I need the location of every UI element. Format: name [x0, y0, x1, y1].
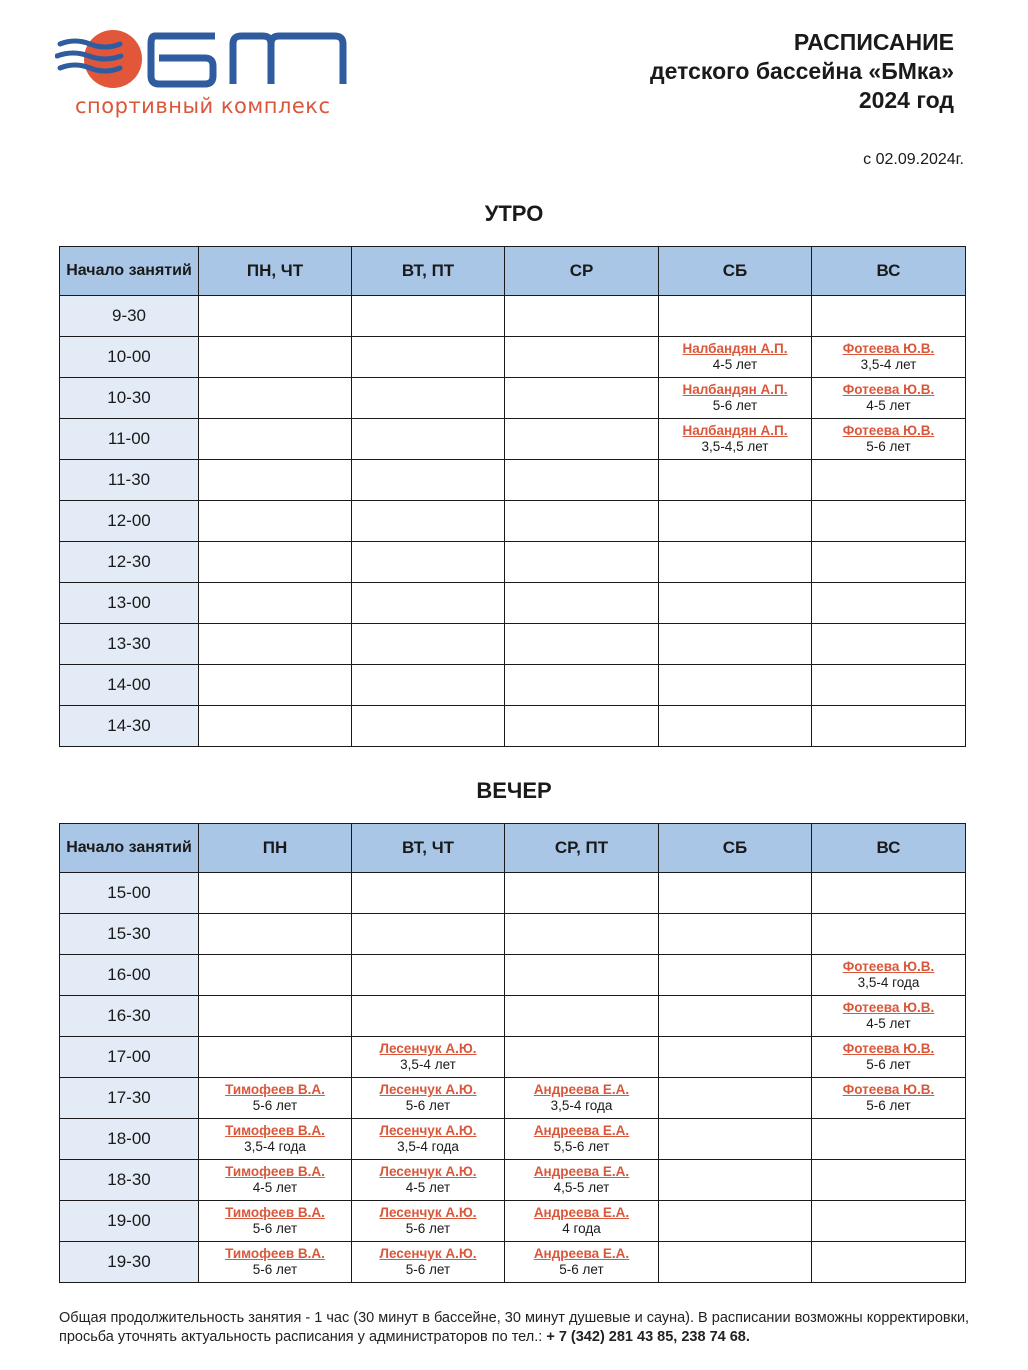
schedule-cell	[659, 873, 812, 914]
schedule-cell	[505, 501, 659, 542]
schedule-cell	[812, 337, 966, 378]
schedule-cell	[199, 1078, 352, 1119]
schedule-cell	[659, 460, 812, 501]
table-row	[60, 378, 966, 419]
table-row	[60, 460, 966, 501]
age-group: 3,5-4 лет	[860, 357, 917, 372]
instructor-link[interactable]: Лесенчук А.Ю.	[379, 1082, 477, 1097]
schedule-cell	[199, 996, 352, 1037]
schedule-cell	[812, 1119, 966, 1160]
time-cell: 16-30	[60, 996, 199, 1037]
footer-phones: + 7 (342) 281 43 85, 238 74 68.	[546, 1329, 750, 1345]
instructor-link[interactable]: Фотеева Ю.В.	[842, 1000, 935, 1015]
instructor-link[interactable]: Фотеева Ю.В.	[842, 341, 935, 356]
instructor-link[interactable]: Лесенчук А.Ю.	[379, 1164, 477, 1179]
table-row	[60, 337, 966, 378]
schedule-cell	[352, 996, 505, 1037]
time-cell: 19-30	[60, 1242, 199, 1283]
schedule-cell	[505, 1037, 659, 1078]
age-group: 5-6 лет	[405, 1098, 451, 1113]
brand-logo	[55, 28, 365, 128]
age-group: 4-5 лет	[866, 398, 911, 413]
age-group: 4-5 лет	[866, 1016, 911, 1031]
age-group: 5-6 лет	[866, 1057, 911, 1072]
age-group: 3,5-4 года	[550, 1098, 613, 1113]
schedule-cell	[199, 501, 352, 542]
time-cell: 18-30	[60, 1160, 199, 1201]
column-header-day: СР	[505, 247, 659, 296]
age-group: 5-6 лет	[252, 1098, 298, 1113]
schedule-cell	[352, 337, 505, 378]
age-group: 4-5 лет	[405, 1180, 451, 1195]
time-cell: 11-00	[60, 419, 199, 460]
schedule-cell	[659, 337, 812, 378]
schedule-cell	[199, 378, 352, 419]
schedule-cell	[352, 419, 505, 460]
document-title	[650, 28, 954, 115]
schedule-cell	[352, 1201, 505, 1242]
schedule-cell	[505, 1160, 659, 1201]
schedule-cell	[812, 873, 966, 914]
time-cell: 17-00	[60, 1037, 199, 1078]
time-cell: 15-30	[60, 914, 199, 955]
schedule-cell	[659, 1119, 812, 1160]
schedule-cell	[352, 1160, 505, 1201]
schedule-cell	[659, 955, 812, 996]
column-header-day: ВС	[812, 247, 966, 296]
logo-subtitle: спортивный комплекс	[75, 94, 331, 118]
schedule-cell	[659, 1242, 812, 1283]
instructor-link[interactable]: Андреева Е.А.	[533, 1205, 630, 1220]
age-group: 5-6 лет	[866, 1098, 911, 1113]
schedule-cell	[812, 1201, 966, 1242]
time-cell: 14-00	[60, 665, 199, 706]
schedule-cell	[199, 542, 352, 583]
schedule-cell	[659, 419, 812, 460]
schedule-cell	[505, 542, 659, 583]
age-group: 4-5 лет	[712, 357, 758, 372]
schedule-cell	[352, 1119, 505, 1160]
schedule-cell	[812, 460, 966, 501]
schedule-cell	[659, 1201, 812, 1242]
schedule-cell	[199, 296, 352, 337]
schedule-cell	[659, 665, 812, 706]
schedule-cell	[812, 378, 966, 419]
time-cell: 19-00	[60, 1201, 199, 1242]
age-group: 3,5-4 года	[397, 1139, 459, 1154]
column-header-day: ВТ, ПТ	[352, 247, 505, 296]
table-row	[60, 624, 966, 665]
time-cell: 18-00	[60, 1119, 199, 1160]
schedule-cell	[505, 460, 659, 501]
column-header-day: ПН	[199, 824, 352, 873]
schedule-cell	[352, 624, 505, 665]
schedule-cell	[505, 624, 659, 665]
age-group: 3,5-4,5 лет	[701, 439, 769, 454]
schedule-cell	[199, 460, 352, 501]
column-header-time: Начало занятий	[60, 247, 199, 296]
schedule-cell	[812, 914, 966, 955]
instructor-link[interactable]: Тимофеев В.А.	[225, 1205, 325, 1220]
table-row	[60, 501, 966, 542]
table-row	[60, 1119, 966, 1160]
instructor-link[interactable]: Андреева Е.А.	[533, 1246, 630, 1261]
schedule-cell	[659, 378, 812, 419]
schedule-cell	[505, 1242, 659, 1283]
age-group: 3,5-4 года	[244, 1139, 306, 1154]
table-row	[60, 419, 966, 460]
column-header-day: СБ	[659, 247, 812, 296]
schedule-cell	[352, 501, 505, 542]
table-row	[60, 665, 966, 706]
table-row	[60, 296, 966, 337]
time-cell: 11-30	[60, 460, 199, 501]
table-header-row	[60, 247, 966, 296]
schedule-cell	[352, 1037, 505, 1078]
instructor-link[interactable]: Тимофеев В.А.	[225, 1164, 325, 1179]
table-row	[60, 914, 966, 955]
schedule-cell	[199, 419, 352, 460]
schedule-cell	[505, 1119, 659, 1160]
time-cell: 15-00	[60, 873, 199, 914]
schedule-cell	[505, 873, 659, 914]
schedule-cell	[352, 706, 505, 747]
title-line-1: РАСПИСАНИЕ	[793, 29, 954, 55]
effective-date: с 02.09.2024г.	[863, 151, 964, 168]
time-cell: 13-30	[60, 624, 199, 665]
instructor-link[interactable]: Фотеева Ю.В.	[842, 423, 935, 438]
schedule-cell	[812, 542, 966, 583]
logo-letters	[151, 36, 343, 84]
schedule-cell	[659, 706, 812, 747]
schedule-cell	[505, 955, 659, 996]
schedule-cell	[659, 501, 812, 542]
evening-title: ВЕЧЕР	[476, 778, 552, 803]
column-header-day: ВТ, ЧТ	[352, 824, 505, 873]
age-group: 3,5-4 года	[857, 975, 920, 990]
morning-title: УТРО	[484, 201, 544, 226]
morning-schedule-table	[59, 246, 966, 747]
schedule-cell	[199, 955, 352, 996]
schedule-cell	[812, 1242, 966, 1283]
table-header-row	[60, 824, 966, 873]
schedule-cell	[505, 337, 659, 378]
title-line-3: 2024 год	[858, 87, 954, 113]
schedule-cell	[505, 296, 659, 337]
schedule-cell	[812, 624, 966, 665]
schedule-cell	[659, 1037, 812, 1078]
instructor-link[interactable]: Фотеева Ю.В.	[842, 1041, 935, 1056]
schedule-cell	[659, 1078, 812, 1119]
schedule-cell	[199, 337, 352, 378]
time-cell: 13-00	[60, 583, 199, 624]
schedule-cell	[505, 706, 659, 747]
schedule-cell	[199, 706, 352, 747]
schedule-cell	[659, 296, 812, 337]
instructor-link[interactable]: Фотеева Ю.В.	[842, 382, 935, 397]
schedule-cell	[352, 1242, 505, 1283]
age-group: 4 года	[562, 1221, 601, 1236]
schedule-cell	[505, 665, 659, 706]
logo-graphic	[55, 28, 365, 98]
time-cell: 14-30	[60, 706, 199, 747]
instructor-link[interactable]: Лесенчук А.Ю.	[379, 1205, 477, 1220]
instructor-link[interactable]: Андреева Е.А.	[533, 1164, 630, 1179]
schedule-cell	[352, 296, 505, 337]
instructor-link[interactable]: Андреева Е.А.	[533, 1082, 630, 1097]
age-group: 4,5-5 лет	[553, 1180, 610, 1195]
table-row	[60, 706, 966, 747]
schedule-cell	[659, 996, 812, 1037]
schedule-cell	[199, 873, 352, 914]
age-group: 5-6 лет	[405, 1221, 451, 1236]
schedule-cell	[352, 955, 505, 996]
instructor-link[interactable]: Налбандян А.П.	[682, 423, 788, 438]
schedule-cell	[812, 296, 966, 337]
time-cell: 9-30	[60, 296, 199, 337]
age-group: 5-6 лет	[252, 1262, 298, 1277]
schedule-cell	[505, 378, 659, 419]
time-cell: 12-30	[60, 542, 199, 583]
instructor-link[interactable]: Налбандян А.П.	[682, 382, 788, 397]
age-group: 5-6 лет	[405, 1262, 451, 1277]
column-header-day: СБ	[659, 824, 812, 873]
schedule-cell	[505, 419, 659, 460]
time-cell: 17-30	[60, 1078, 199, 1119]
time-cell: 10-30	[60, 378, 199, 419]
age-group: 5-6 лет	[866, 439, 911, 454]
schedule-cell	[659, 624, 812, 665]
schedule-cell	[812, 419, 966, 460]
column-header-day: СР, ПТ	[505, 824, 659, 873]
instructor-link[interactable]: Тимофеев В.А.	[225, 1246, 325, 1261]
schedule-cell	[812, 1078, 966, 1119]
title-line-2: детского бассейна «БМка»	[650, 58, 954, 84]
schedule-cell	[352, 542, 505, 583]
time-cell: 16-00	[60, 955, 199, 996]
schedule-cell	[812, 996, 966, 1037]
schedule-cell	[812, 501, 966, 542]
schedule-cell	[199, 1160, 352, 1201]
column-header-day: ВС	[812, 824, 966, 873]
schedule-cell	[199, 665, 352, 706]
schedule-cell	[199, 1119, 352, 1160]
schedule-cell	[352, 460, 505, 501]
schedule-cell	[812, 955, 966, 996]
table-row	[60, 873, 966, 914]
schedule-cell	[659, 914, 812, 955]
instructor-link[interactable]: Фотеева Ю.В.	[842, 1082, 935, 1097]
schedule-cell	[812, 665, 966, 706]
instructor-link[interactable]: Андреева Е.А.	[533, 1123, 630, 1138]
schedule-cell	[659, 542, 812, 583]
time-cell: 12-00	[60, 501, 199, 542]
schedule-cell	[812, 583, 966, 624]
age-group: 5,5-6 лет	[553, 1139, 610, 1154]
table-row	[60, 996, 966, 1037]
instructor-link[interactable]: Налбандян А.П.	[682, 341, 788, 356]
schedule-cell	[812, 1037, 966, 1078]
schedule-cell	[505, 914, 659, 955]
table-row	[60, 1037, 966, 1078]
schedule-cell	[352, 583, 505, 624]
instructor-link[interactable]: Лесенчук А.Ю.	[379, 1041, 477, 1056]
table-row	[60, 542, 966, 583]
schedule-cell	[659, 583, 812, 624]
table-row	[60, 1160, 966, 1201]
footer-note	[59, 1309, 974, 1347]
age-group: 5-6 лет	[252, 1221, 298, 1236]
age-group: 5-6 лет	[712, 398, 758, 413]
schedule-cell	[352, 378, 505, 419]
schedule-cell	[505, 1201, 659, 1242]
table-row	[60, 1078, 966, 1119]
instructor-link[interactable]: Тимофеев В.А.	[225, 1123, 325, 1138]
instructor-link[interactable]: Тимофеев В.А.	[225, 1082, 325, 1097]
schedule-cell	[199, 914, 352, 955]
schedule-cell	[505, 583, 659, 624]
schedule-cell	[505, 1078, 659, 1119]
schedule-cell	[199, 1037, 352, 1078]
age-group: 5-6 лет	[559, 1262, 604, 1277]
schedule-cell	[352, 1078, 505, 1119]
schedule-cell	[352, 665, 505, 706]
table-row	[60, 583, 966, 624]
footer-text: Общая продолжительность занятия - 1 час (30 минут в бассейне, 30 минут душевые и сауна). В расписании возможны корректировки, просьба уточнять актуальность расписания у администраторов по тел.:	[59, 1310, 970, 1345]
schedule-cell	[659, 1160, 812, 1201]
schedule-cell	[199, 1201, 352, 1242]
time-cell: 10-00	[60, 337, 199, 378]
table-row	[60, 1242, 966, 1283]
schedule-cell	[812, 1160, 966, 1201]
instructor-link[interactable]: Лесенчук А.Ю.	[379, 1246, 477, 1261]
instructor-link[interactable]: Лесенчук А.Ю.	[379, 1123, 477, 1138]
schedule-cell	[199, 624, 352, 665]
column-header-time: Начало занятий	[60, 824, 199, 873]
schedule-cell	[199, 1242, 352, 1283]
age-group: 4-5 лет	[252, 1180, 298, 1195]
column-header-day: ПН, ЧТ	[199, 247, 352, 296]
schedule-cell	[199, 583, 352, 624]
schedule-cell	[352, 914, 505, 955]
evening-schedule-table	[59, 823, 966, 1283]
schedule-cell	[812, 706, 966, 747]
age-group: 3,5-4 лет	[400, 1057, 456, 1072]
schedule-cell	[352, 873, 505, 914]
table-row	[60, 955, 966, 996]
schedule-cell	[505, 996, 659, 1037]
table-row	[60, 1201, 966, 1242]
instructor-link[interactable]: Фотеева Ю.В.	[842, 959, 935, 974]
